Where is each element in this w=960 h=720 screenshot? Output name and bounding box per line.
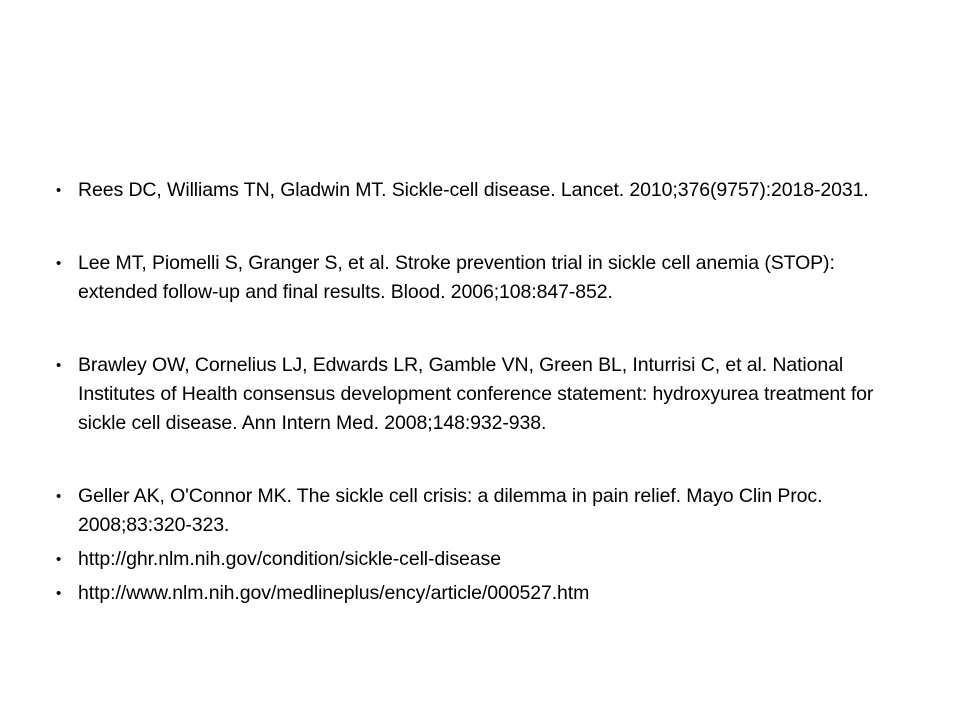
reference-url: http://www.nlm.nih.gov/medlineplus/ency/article/000527.htm: [78, 582, 590, 604]
bullet-icon: •: [56, 585, 62, 602]
bullet-icon: •: [56, 255, 62, 272]
bullet-icon: •: [56, 488, 62, 505]
reference-item: [56, 482, 916, 540]
reference-link-item: [56, 545, 916, 574]
bullet-icon: •: [56, 357, 62, 374]
reference-text: Geller AK, O'Connor MK. The sickle cell crisis: a dilemma in pain relief. Mayo Clin Proc. 2008;83:320-323.: [78, 485, 823, 536]
reference-text: Brawley OW, Cornelius LJ, Edwards LR, Gamble VN, Green BL, Inturrisi C, et al. National Institutes of Health consensus development conference statement: hydroxyurea treatment for sickle cell disease. Ann Intern Med. 2008;148:932-938.: [78, 354, 874, 434]
reference-url: http://ghr.nlm.nih.gov/condition/sickle-cell-disease: [78, 548, 501, 570]
reference-item: [56, 249, 916, 307]
reference-text: Lee MT, Piomelli S, Granger S, et al. Stroke prevention trial in sickle cell anemia (STOP): extended follow-up and final results. Blood. 2006;108:847-852.: [78, 252, 835, 303]
reference-item: [56, 351, 916, 438]
reference-item: [56, 176, 916, 205]
reference-link-item: [56, 579, 916, 608]
bullet-icon: •: [56, 551, 62, 568]
reference-text: Rees DC, Williams TN, Gladwin MT. Sickle-cell disease. Lancet. 2010;376(9757):2018-2031.: [78, 179, 869, 201]
reference-list: [56, 176, 916, 608]
bullet-icon: •: [56, 182, 62, 199]
